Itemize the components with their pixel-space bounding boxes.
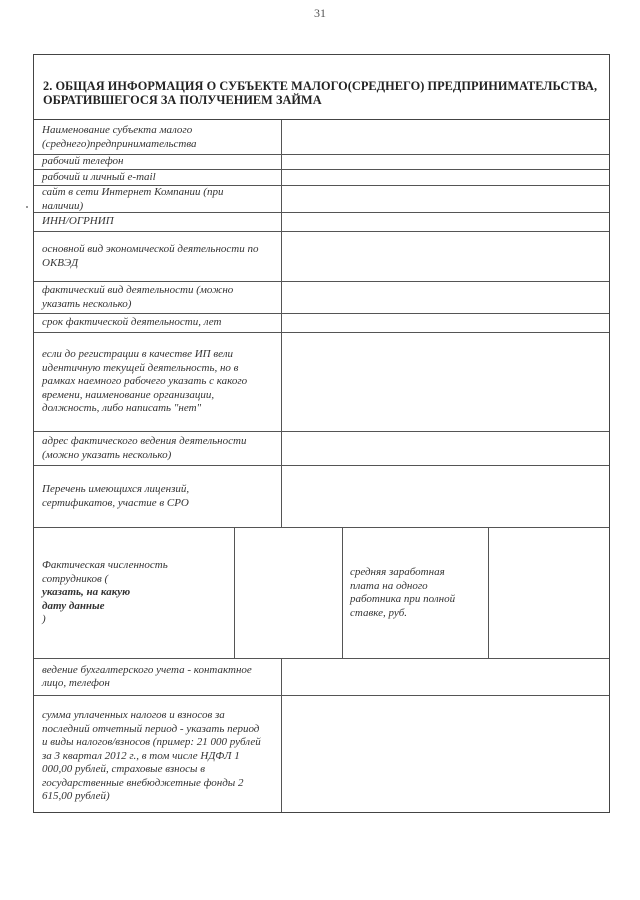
label-emphasis: дату данные: [42, 599, 105, 612]
field-accounting-contact[interactable]: [282, 659, 609, 695]
label-line: средняя заработная: [350, 566, 445, 578]
label-fragment: сотрудников (: [42, 572, 109, 585]
label-line: идентичную текущей деятельность, но в: [42, 361, 239, 374]
label-line: Перечень имеющихся лицензий,: [42, 483, 190, 495]
label-work-phone: [34, 155, 282, 169]
field-work-phone[interactable]: [282, 155, 609, 169]
label-line: адрес фактического ведения деятельности: [42, 435, 247, 447]
label-email: [34, 170, 282, 185]
label-line: рабочий и личный e-mail: [42, 170, 156, 183]
label-line: государственные внебюджетные фонды 2: [42, 776, 244, 789]
label-line: сертификатов, участие в СРО: [42, 496, 189, 509]
label-line: ОКВЭД: [42, 256, 79, 269]
label-line: рабочий телефон: [42, 155, 124, 168]
label-line: сайт в сети Интернет Компании (при: [42, 186, 224, 198]
label-line: 615,00 рублей): [42, 790, 110, 802]
section-title-line-2: ОБРАТИВШЕГОСЯ ЗА ПОЛУЧЕНИЕМ ЗАЙМА: [43, 93, 322, 107]
field-average-salary[interactable]: [489, 528, 609, 658]
page-number: 31: [314, 6, 326, 20]
label-line: срок фактической деятельности, лет: [42, 316, 222, 329]
applicant-info-form: [33, 54, 610, 813]
label-line: ведение бухгалтерского учета - контактное: [42, 663, 252, 676]
label-line: Наименование субъекта малого: [42, 124, 193, 136]
label-line: Фактическая численность: [42, 559, 168, 572]
label-line: фактический вид деятельности (можно: [42, 284, 234, 296]
row-business-address: [34, 432, 609, 466]
row-taxes-paid: [34, 696, 609, 812]
label-line: за 3 квартал 2012 г., в том числе НДФЛ 1: [42, 749, 240, 762]
field-activity-term[interactable]: [282, 314, 609, 332]
label-line: указать несколько): [42, 297, 132, 310]
field-okved[interactable]: [282, 232, 609, 281]
row-staff: [34, 528, 609, 659]
field-email[interactable]: [282, 170, 609, 185]
label-actual-activity: [34, 282, 282, 313]
field-business-address[interactable]: [282, 432, 609, 465]
label-staff-count: [34, 528, 235, 658]
section-header: [34, 55, 609, 120]
label-line: времени, наименование организации,: [42, 388, 215, 401]
label-line: 000,00 рублей, страховые взносы в: [42, 763, 205, 775]
field-taxes-paid[interactable]: [282, 696, 609, 812]
label-activity-term: [34, 314, 282, 332]
label-line: ИНН/ОГРНИП: [42, 215, 114, 228]
scan-artifact: [26, 206, 28, 208]
section-title: [43, 79, 603, 107]
label-taxes-paid: [34, 696, 282, 812]
field-staff-count[interactable]: [235, 528, 343, 658]
label-line: [42, 600, 168, 627]
label-line: последний отчетный период - указать период: [42, 722, 260, 735]
label-line: плата на одного: [350, 579, 428, 592]
label-average-salary: [343, 528, 489, 658]
field-inn[interactable]: [282, 213, 609, 231]
label-line: основной вид экономической деятельности по: [42, 243, 259, 255]
row-work-phone: [34, 155, 609, 170]
label-line: если до регистрации в качестве ИП вели: [42, 348, 234, 361]
label-line: наличии): [42, 199, 84, 212]
label-line: (можно указать несколько): [42, 448, 172, 461]
label-line: работника при полной: [350, 593, 456, 605]
row-accounting-contact: [34, 659, 609, 696]
label-line: рамках наемного рабочего указать с какого: [42, 375, 248, 388]
label-inn: [34, 213, 282, 231]
row-inn: [34, 213, 609, 232]
label-accounting-contact: [34, 659, 282, 695]
row-licenses: [34, 466, 609, 528]
field-business-name[interactable]: [282, 120, 609, 154]
field-prior-activity[interactable]: [282, 333, 609, 431]
label-website: [34, 186, 282, 212]
field-actual-activity[interactable]: [282, 282, 609, 313]
label-business-name: [34, 120, 282, 154]
row-email: [34, 170, 609, 186]
row-okved: [34, 232, 609, 282]
label-emphasis: указать, на какую: [42, 586, 131, 599]
label-line: сумма уплаченных налогов и взносов за: [42, 709, 225, 721]
label-line: должность, либо написать "нет": [42, 402, 202, 415]
label-line: и виды налогов/взносов (пример: 21 000 рублей: [42, 736, 261, 748]
row-website: [34, 186, 609, 213]
field-licenses[interactable]: [282, 466, 609, 527]
label-line: ставке, руб.: [350, 606, 408, 619]
section-title-line-1: 2. ОБЩАЯ ИНФОРМАЦИЯ О СУБЪЕКТЕ МАЛОГО(СРЕДНЕГО) ПРЕДПРИНИМАТЕЛЬСТВА,: [43, 79, 598, 93]
row-actual-activity: [34, 282, 609, 314]
field-website[interactable]: [282, 186, 609, 212]
label-line: [42, 573, 168, 600]
label-line: лицо, телефон: [42, 677, 110, 689]
label-okved: [34, 232, 282, 281]
label-fragment: ): [42, 613, 46, 626]
label-line: (среднего)предпринимательства: [42, 137, 197, 150]
label-prior-activity: [34, 333, 282, 431]
label-business-address: [34, 432, 282, 465]
label-licenses: [34, 466, 282, 527]
row-business-name: [34, 120, 609, 155]
row-activity-term: [34, 314, 609, 333]
row-prior-activity: [34, 333, 609, 432]
